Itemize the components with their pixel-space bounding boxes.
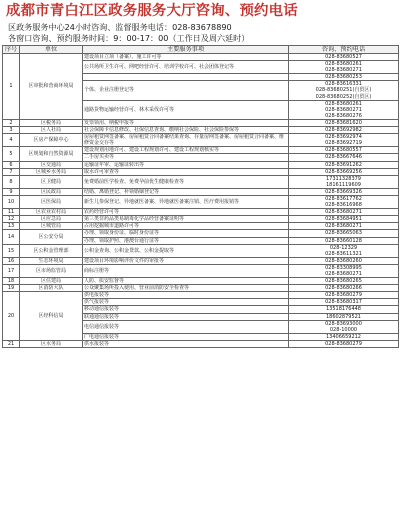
row-number: 5	[3, 147, 20, 161]
phone-number: 028-83680271	[289, 209, 399, 216]
phone-number: 13518176448	[289, 306, 399, 313]
row-number: 15	[3, 244, 20, 257]
table-row	[3, 278, 399, 285]
phone-number: 028-83680261 028-83680271 028-83680276	[289, 100, 399, 119]
row-number: 18	[3, 278, 20, 285]
row-number: 13	[3, 223, 20, 230]
table-row	[3, 257, 399, 264]
table-row	[3, 195, 399, 208]
row-number: 14	[3, 230, 20, 244]
service-item: 第三类非药品类易制毒化学品经营备案证明等	[83, 216, 289, 223]
table-row	[3, 188, 399, 195]
phone-number: 028-83616331 028-83680251(自贸区) 028-83680252(自贸区)	[289, 81, 399, 100]
service-item: 办理、领取护照、港澳台通行证等	[83, 237, 289, 244]
phone-number: 13406659212	[289, 333, 399, 340]
row-number: 21	[3, 340, 20, 347]
unit-name: 区农业农村局	[20, 209, 83, 216]
unit-name: 区医保局	[20, 195, 83, 208]
unit-name: 区应急局	[20, 216, 83, 223]
phone-number: 028-12329 028-83611321	[289, 244, 399, 257]
service-item: 人防、质安监督等	[83, 278, 289, 285]
hotline-line	[8, 22, 398, 33]
phone-directory	[2, 45, 398, 348]
table-row	[3, 223, 399, 230]
unit-name: 生态环境局	[20, 257, 83, 264]
table-row	[3, 340, 399, 347]
service-item: 公众聚集场所投入使用、营业前消防安全检查等	[83, 285, 289, 292]
service-item: 供电报装等	[83, 292, 289, 299]
unit-name: 区水务局	[20, 340, 83, 347]
table-row	[3, 161, 399, 168]
row-number: 10	[3, 195, 20, 208]
service-item: 二手房买卖等	[83, 154, 289, 161]
service-item: 结婚、离婚登记、补领婚姻登记等	[83, 188, 289, 195]
table-body	[3, 54, 399, 348]
phone-number: 028-83680260	[289, 257, 399, 264]
unit-name: 区交通局	[20, 161, 83, 168]
service-item: 运输证年审、运输证转出等	[83, 161, 289, 168]
row-number: 20	[3, 292, 20, 341]
row-number: 6	[3, 161, 20, 168]
phone-number: 028-83681620	[289, 119, 399, 126]
service-item: 公积金查询、公积金贷款、公积金提取等	[83, 244, 289, 257]
service-item: 供气报装等	[83, 299, 289, 306]
phone-number: 028-83680527	[289, 54, 399, 61]
service-item: 占用挖掘城市道路许可等	[83, 223, 289, 230]
service-item: 供水报装等	[83, 340, 289, 347]
phone-number: 028-83669256	[289, 168, 399, 175]
row-number: 17	[3, 264, 20, 277]
directory-table	[2, 45, 399, 348]
service-hours-line	[8, 33, 398, 44]
unit-name: 区卫健局	[20, 175, 83, 188]
row-number: 3	[3, 127, 20, 134]
phone-number: 028-83684951	[289, 216, 399, 223]
table-row	[3, 216, 399, 223]
service-item: 办理、领取身份证、临时身份证等	[83, 230, 289, 237]
unit-name: 区房产保障中心	[20, 134, 83, 147]
service-item: 通路货物运输经营许可、林木采伐许可等	[83, 100, 289, 119]
row-number: 2	[3, 119, 20, 126]
row-number: 8	[3, 175, 20, 188]
phone-number: 028-83680266	[289, 285, 399, 292]
service-item: 联通通信报装等	[83, 313, 289, 320]
header-unit: 单位	[20, 46, 83, 54]
service-item: 新生儿参保登记、异地就医备案、异地就医备案注销、医疗费用报销等	[83, 195, 289, 208]
service-item: 社会保障卡信息修改、社保信息查询、缴纳社会保险、社会保险参保等	[83, 127, 289, 134]
phone-number: 028-83667646	[289, 154, 399, 161]
phone-number: 028-83691262	[289, 161, 399, 168]
table-row	[3, 119, 399, 126]
service-item: 农药经营许可等	[83, 209, 289, 216]
row-number: 1	[3, 54, 20, 120]
table-row	[3, 230, 399, 237]
table-row	[3, 264, 399, 277]
phone-number: 028-83680261 028-83680271	[289, 61, 399, 74]
row-number: 7	[3, 168, 20, 175]
unit-name: 区消防大队	[20, 285, 83, 292]
service-item: 建设规划用地许可、建设工程规划许可、建设工程规划核实等	[83, 147, 289, 154]
unit-name: 区住建局	[20, 278, 83, 285]
service-hours-time: 9：00-17：00（工作日及周六延时）	[113, 33, 250, 43]
unit-name: 区规划和自然资源局	[20, 147, 83, 161]
row-number: 9	[3, 188, 20, 195]
page-title: 成都市青白江区政务服务大厅咨询、预约电话	[6, 3, 298, 19]
service-item: 公共场所卫生许可、网吧经营许可、培训学校许可、社会团体登记等	[83, 61, 289, 74]
phone-number: 18602879521	[289, 313, 399, 320]
header-phone: 咨询、预约电话	[289, 46, 399, 54]
service-item: 免费婚前医学检查、免费孕前优生健康检查等	[83, 175, 289, 188]
table-row	[3, 175, 399, 188]
hotline-phone: 028-83678890	[172, 22, 232, 32]
table-row	[3, 134, 399, 147]
row-number: 11	[3, 209, 20, 216]
unit-name: 区城乡水务局	[20, 168, 83, 175]
table-row	[3, 209, 399, 216]
header-service: 主要服务事项	[83, 46, 289, 54]
header-no: 序号	[3, 46, 20, 54]
phone-number: 028-83693000 028-10000	[289, 320, 399, 333]
service-item: 个体、企业注册登记等	[83, 81, 289, 100]
table-row	[3, 292, 399, 299]
phone-number: 028-83680265	[289, 278, 399, 285]
table-row	[3, 54, 399, 61]
unit-name: 区市场监管局	[20, 264, 83, 277]
phone-number: 028-83692982	[289, 127, 399, 134]
phone-number: 028-83669326	[289, 188, 399, 195]
table-row	[3, 285, 399, 292]
phone-number: 028-83680271	[289, 223, 399, 230]
unit-name: 区人社局	[20, 127, 83, 134]
phone-number: 028-83680557	[289, 147, 399, 154]
phone-number: 028-83680279	[289, 292, 399, 299]
phone-number: 028-83617762 028-83616968	[289, 195, 399, 208]
unit-name: 区民政局	[20, 188, 83, 195]
phone-number: 028-83680253	[289, 74, 399, 81]
table-row	[3, 147, 399, 154]
service-item: 广电通信报装等	[83, 333, 289, 340]
unit-name: 区经科信局	[20, 292, 83, 341]
phone-number: 028-83680279	[289, 340, 399, 347]
unit-name: 区审批和营商环境局	[20, 54, 83, 120]
service-item: 建设项目环境影响评价文件的审批等	[83, 257, 289, 264]
row-number: 19	[3, 285, 20, 292]
service-item: 房屋租赁网签备案、房屋租赁合同备案结果查询、存量房网签备案、房屋租赁合同备案、维修资金交存等	[83, 134, 289, 147]
unit-name: 区城管局	[20, 223, 83, 230]
table-header-row	[3, 46, 399, 54]
unit-name: 区公积金管理部	[20, 244, 83, 257]
hotline-label: 区政务服务中心24小时咨询、监督服务电话：	[8, 22, 173, 32]
service-item: 商标注册等	[83, 264, 289, 277]
row-number: 4	[3, 134, 20, 147]
service-item	[83, 74, 289, 81]
unit-name: 区税务局	[20, 119, 83, 126]
service-item: 建设项目立项（备案）、施工许可等	[83, 54, 289, 61]
service-hours-label: 各窗口咨询、预约服务时间：	[8, 33, 114, 43]
service-item: 移动通信报装等	[83, 306, 289, 313]
phone-number: 028-83660128	[289, 237, 399, 244]
phone-number: 028-83308995 028-83680271	[289, 264, 399, 277]
service-item: 电信通信报装等	[83, 320, 289, 333]
table-row	[3, 127, 399, 134]
service-item: 发票领用、纳税申报等	[83, 119, 289, 126]
table-row	[3, 168, 399, 175]
row-number: 16	[3, 257, 20, 264]
phone-number: 17311328379 18161119609	[289, 175, 399, 188]
phone-number: 028-83680317	[289, 299, 399, 306]
phone-number: 028-83692974 028-83692719	[289, 134, 399, 147]
row-number: 12	[3, 216, 20, 223]
table-row	[3, 244, 399, 257]
unit-name: 区公安分局	[20, 230, 83, 244]
service-item: 取水许可审查等	[83, 168, 289, 175]
phone-number: 028-83665063	[289, 230, 399, 237]
